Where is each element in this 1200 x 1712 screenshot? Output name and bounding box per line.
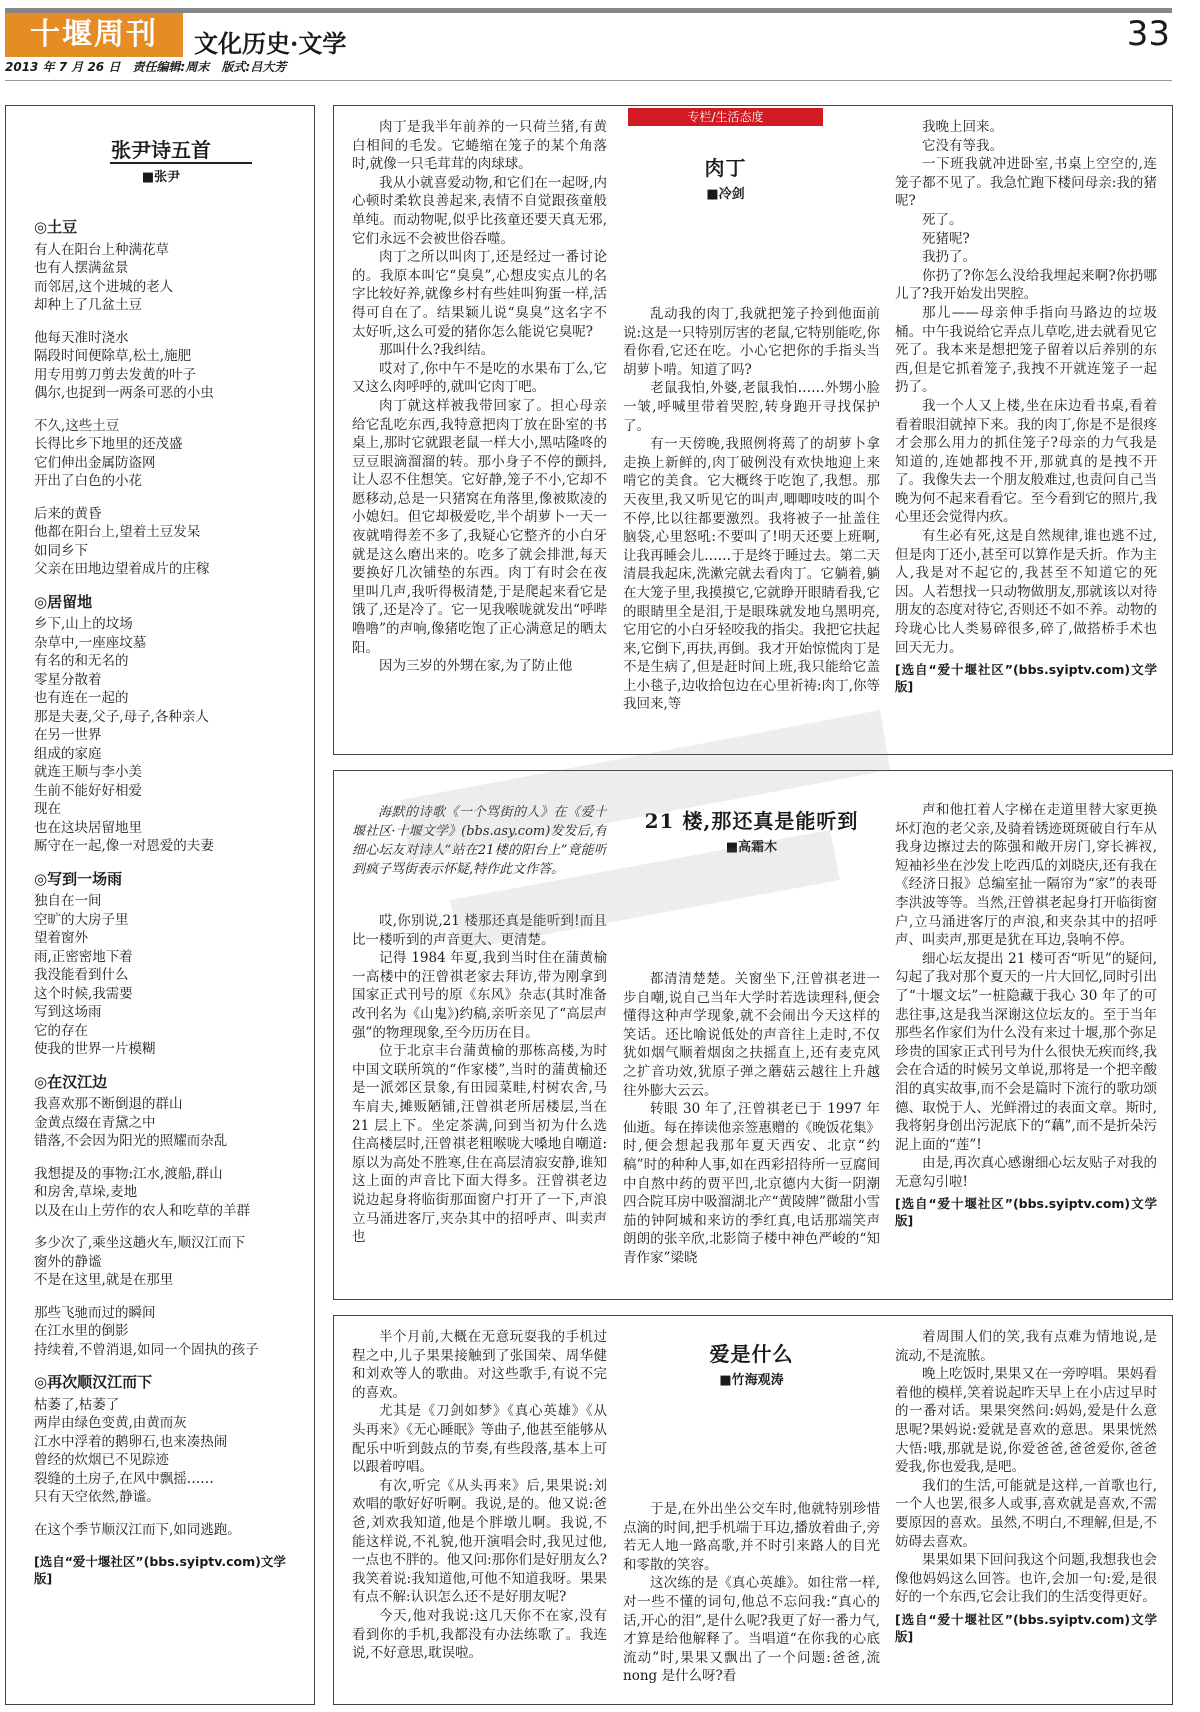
designer-credit: 版式:吕大芳 (221, 60, 287, 74)
poem-stanza (34, 1234, 304, 1290)
poem-stanza (34, 1521, 304, 1540)
poem-line: 以及在山上劳作的农人和吃草的羊群 (34, 1202, 250, 1219)
masthead-bottom-rule (5, 80, 1172, 81)
poem-stanza (34, 417, 304, 491)
poem-stanza (34, 1095, 304, 1151)
poem-line: 现在 (34, 801, 61, 817)
paragraph: 我晚上回来。 (922, 119, 1003, 135)
paragraph: 我扔了。 (922, 249, 976, 266)
paragraph: 晚上吃饭时,果果又在一旁哼唱。果妈看着他的模样,笑着说起昨天早上在小店过早时的一番对话。果果突然问:妈妈,爱是什么意思呢?果妈说:爱就是喜欢的意思。果果恍然大悟:哦,那就是说,你爱爸爸,爸爸爱你,爸爸爱我,你也爱我,是吧。 (895, 1366, 1157, 1476)
poem-line: 只有天空依然,静谧。 (34, 1489, 160, 1505)
page-number: 33 (1126, 14, 1170, 54)
poem-title: ◎居留地 (34, 592, 93, 611)
poem-line: 在另一世界 (34, 727, 102, 743)
paragraph: 尤其是《刀剑如梦》《真心英雄》《从头再来》《无心睡眠》等曲子,他甚至能够从配乐中听到鼓点的节奏,有些段落,基本上可以跟着哼唱。 (352, 1403, 607, 1476)
poem-line: 杂草中,一座座坟墓 (34, 634, 147, 651)
issue-date: 2013 年 7 月 26 日 (5, 60, 121, 74)
poem-line: 我没能看到什么 (34, 967, 129, 983)
poem-line: 就连王顺与李小美 (34, 764, 142, 780)
paragraph: 有生必有死,这是自然规律,谁也逃不过,但是肉丁还小,甚至可以算作是夭折。作为主人,我是对不起它的,我甚至不知道它的死因。人若想找一只动物做朋友,那就该以对待朋友的态度对待它,否则还不如不养。动物的玲珑心比人类易碎很多,碎了,做搭桥手术也回天无力。 (895, 528, 1157, 656)
poem-line: 它们伸出金属防盗网 (34, 454, 156, 471)
paragraph: 于是,在外出坐公交车时,他就特别珍惜点滴的时间,把手机端于耳边,播放着曲子,旁若无人地一路高歌,并不时引来路人的目光和零散的笑容。 (623, 1501, 880, 1573)
article-source: [选自“爱十堰社区”(bbs.syiptv.com)文学版] (895, 1611, 1157, 1644)
paragraph: 今天,他对我说:这几天你不在家,没有看到你的手机,我都没有办法练歌了。我连说,不好意思,耽误啦。 (352, 1607, 607, 1662)
article-source: [选自“爱十堰社区”(bbs.syiptv.com)文学版] (895, 662, 1157, 695)
floor21-author: ■高霜木 (725, 840, 778, 855)
poem-line: 那些飞驰而过的瞬间 (34, 1304, 156, 1321)
paragraph: 一下班我就冲进卧室,书桌上空空的,连笼子都不见了。我急忙跑下楼问母亲:我的猪呢? (895, 156, 1157, 210)
paragraph: 果果如果下回问我这个问题,我想我也会像他妈妈这么回答。也许,会加一句:爱,是很好的一个东西,它会让我们的生活变得更好。 (895, 1552, 1157, 1606)
poem-line: 用专用剪刀剪去发黄的叶子 (34, 366, 196, 383)
poem-stanza (34, 241, 304, 315)
editor-credit: 责任编辑:周末 (132, 60, 210, 74)
rouding-column-2 (623, 305, 880, 745)
poem-line: 曾经的炊烟已不见踪迹 (34, 1452, 169, 1468)
poem-title: ◎在汉江边 (34, 1072, 108, 1091)
love-column-2 (623, 1500, 880, 1698)
poem-line: 如同乡下 (34, 542, 88, 559)
paragraph: 死猪呢? (922, 230, 970, 247)
paragraph: 肉丁就这样被我带回家了。担心母亲给它乱吃东西,我特意把肉丁放在卧室的书桌上,那时它就跟老鼠一样大小,黑咕隆咚的豆豆眼滴溜溜的转。那小身子不停的颤抖,让人忍不住想笑。它好静,笼子不小,它却不愿移动,总是一只猪窝在角落里,像被欺凌的小媳妇。但它却极爱吃,半个胡萝卜一天一夜就啃得差不多了,我疑心它整齐的小白牙就是这么磨出来的。吃多了就会排泄,每天要换好几次铺垫的东西。肉丁有时会在夜里叫几声,我听得极清楚,于是爬起来看它是饿了,还是冷了。它一见我喉咙就发出“呼哔噜噜”的声响,像猪吃饱了正心满意足的晒太阳。 (352, 397, 607, 656)
poem-line: 窗外的静谧 (34, 1253, 102, 1270)
paragraph: 记得 1984 年夏,我到当时住在蒲黄榆一高楼中的汪曾祺老家去拜访,带为刚拿到国家正式刊号的原《东风》杂志(其时准备改刊名为《山鬼》)约稿,亲听亲见了“高层声强”的物理现象,至今历历在目。 (352, 950, 607, 1041)
rouding-title: 肉丁 (704, 156, 747, 180)
rouding-header (628, 152, 823, 202)
paragraph: 有次,听完《从头再来》后,果果说:刘欢唱的歌好好听啊。我说,是的。他又说:爸爸,刘欢我知道,他是个胖墩儿啊。我说,不能这样说,不礼貌,他开演唱会时,我见过他,一点也不胖的。他又问:那你们是好朋友么?我笑着说:我知道他,可他不知道我呀。果果有点不解:认识怎么还不是好朋友呢? (352, 1477, 607, 1606)
poems-title: 张尹诗五首 (111, 138, 211, 162)
paragraph: 那叫什么?我纠结。 (379, 342, 495, 359)
poems-title-rule (110, 162, 252, 164)
poem-line: 组成的家庭 (34, 745, 102, 762)
poem-title: ◎土豆 (34, 218, 78, 236)
paragraph: 有一天傍晚,我照例将蔫了的胡萝卜拿走换上新鲜的,肉丁破例没有欢快地迎上来啃它的美食。它大概终于吃饱了,我想。那天夜里,我又听见它的叫声,唧唧吱吱的叫个不停,比以往都要激烈。我将被子一扯盖住脑袋,心里怒吼:不要叫了!明天还要上班啊,让我再睡会儿……于是终于睡过去。第二天清晨我起床,洗漱完就去看肉丁。它躺着,躺在大笼子里,我摸摸它,它就睁开眼睛看我,它的眼睛里全是泪,于是眼珠就发地乌黑明亮,它用它的小白牙轻咬我的指尖。我把它扶起来,它倒下,再扶,再倒。我才开始惊慌肉丁是不是生病了,但是赶时间上班,我只能给它盖上小毯子,边收拾包边在心里祈祷:肉丁,你等我回来,等 (623, 436, 880, 713)
poem-line: 江水中浮着的鹅卵石,也来凑热闹 (34, 1433, 228, 1450)
paragraph: 肉丁是我半年前养的一只荷兰猪,有黄白相间的毛发。它蜷缩在笼子的某个角落时,就像一只毛茸茸的肉球球。 (352, 119, 607, 173)
poem-line: 也有连在一起的 (34, 690, 129, 706)
floor21-title: 21 楼,那还真是能听到 (644, 809, 859, 833)
section-title: 文化历史·文学 (194, 29, 347, 58)
paragraph: 细心坛友提出 21 楼可否“听见”的疑问,勾起了我对那个夏天的一片大回忆,同时引出了“十堰文坛”一桩隐藏于我心 30 年了的可悲往事,这是我当深谢这位坛友的。至于当年那些名作家们为什么没有来过十堰,那个弥足珍贵的国家正式刊号为什么很快无疾而终,我会在合适的时候另文单说,那将是一个把辛酸泪的真实故事,而不会是篇时下流行的歌功颂德、取悦于人、光鲜滑过的表面文章。斯时,我将躬身创出污泥底下的“藕”,而不是折朵污泥上面的“莲”! (895, 950, 1157, 1153)
poem-line: 厮守在一起,像一对恩爱的夫妻 (34, 838, 214, 854)
poems-body (34, 206, 304, 1587)
floor21-column-3 (895, 801, 1157, 1296)
paragraph: 你扔了?你怎么没给我埋起来啊?你扔哪儿了?我开始发出哭腔。 (895, 267, 1157, 303)
poem-title: ◎写到一场雨 (34, 869, 123, 888)
paragraph: 我一个人又上楼,坐在床边看书桌,看着看着眼泪就掉下来。我的肉丁,你是不是很疼才会那么用力的抓住笼子?母亲的力气我是知道的,连她都拽不开,那就真的是拽不开了。我像失去一个朋友般难过,也责问自己当晚为何不起来看看它。至今看到它的照片,我心里还会觉得内疚。 (895, 397, 1157, 526)
poem-stanza (34, 615, 304, 856)
poem-line: 在这个季节顺汉江而下,如同逃跑。 (34, 1521, 241, 1538)
rouding-author: ■冷剑 (706, 187, 745, 202)
poems-source: [选自“爱十堰社区”(bbs.syiptv.com)文学版] (34, 1554, 286, 1586)
poem-line: 也在这块居留地里 (34, 819, 142, 836)
poem-stanza (34, 329, 304, 403)
paragraph: 因为三岁的外甥在家,为了防止他 (379, 658, 573, 675)
rouding-column-3 (895, 118, 1157, 748)
floor21-intro: 海默的诗歌《一个骂街的人》在《爱十堰社区·十堰文学》(bbs.asy.com)发发后,有细心坛友对诗人“站在21楼的阳台上”竟能听到疯子骂街表示怀疑,特作此文作答。 (352, 805, 607, 877)
paragraph: 半个月前,大概在无意玩耍我的手机过程之中,儿子果果接触到了张国荣、周华健和刘欢等人的歌曲。对这些歌手,有说不完的喜欢。 (352, 1329, 607, 1401)
poem-line: 写到这场雨 (34, 1004, 102, 1020)
paragraph: 哎,你别说,21 楼那还真是能听到!而且比一楼听到的声音更大、更清楚。 (352, 913, 607, 948)
love-header (623, 1338, 880, 1388)
poem-line: 两岸由绿色变黄,由黄而灰 (34, 1415, 187, 1431)
paragraph: 都清清楚楚。关窗坐下,汪曾祺老进一步自嘲,说自己当年大学时若选读理科,便会懂得这种声学现象,就不会闹出今天这样的笑话。还比喻说低处的声音往上走时,不仅犹如烟气顺着烟囱之扶摇直上,还有麦克风之扩音功效,犹原子弹之蘑菇云越往上升越往外膨大云云。 (623, 971, 880, 1099)
dateline (5, 58, 294, 75)
poem-line: 不久,这些土豆 (34, 417, 120, 434)
poem-line: 多少次了,乘坐这趟火车,顺汉江而下 (34, 1235, 246, 1251)
paragraph: 肉丁之所以叫肉丁,还是经过一番讨论的。我原本叫它“臭臭”,心想皮实点儿的名字比较好养,就像乡村有些娃叫狗蛋一样,活得可自在了。结果颖儿说“臭臭”这名字不太好听,这么可爱的猪你怎么能说它臭呢? (352, 249, 607, 340)
paragraph: 乱动我的肉丁,我就把笼子拎到他面前说:这是一只特别厉害的老鼠,它特别能吃,你看你看,它还在吃。小心它把你的手指头当胡萝卜啃。知道了吗? (623, 306, 880, 378)
poem-stanza (34, 892, 304, 1059)
poem-line: 它的存在 (34, 1022, 88, 1039)
love-title: 爱是什么 (709, 1342, 794, 1366)
floor21-column-1 (352, 912, 607, 1290)
poem-line: 使我的世界一片模糊 (34, 1041, 156, 1057)
poem-line: 长得比乡下地里的还茂盛 (34, 436, 183, 452)
poem-line: 偶尔,也捉到一两条可恶的小虫 (34, 385, 214, 401)
poem-line: 却种上了几盆土豆 (34, 297, 142, 313)
masthead-brand: 十堰周刊 (5, 13, 183, 57)
article-source: [选自“爱十堰社区”(bbs.syiptv.com)文学版] (895, 1196, 1157, 1229)
poem-line: 也有人摆满盆景 (34, 260, 129, 276)
paragraph: 我们的生活,可能就是这样,一首歌也行,一个人也罢,很多人或事,喜欢就是喜欢,不需要原因的喜欢。虽然,不明白,不理解,但是,不妨碍去喜欢。 (895, 1477, 1157, 1550)
paragraph: 声和他扛着人字梯在走道里替大家更换坏灯泡的老父亲,及骑着锈迹斑斑破自行车从我身边擦过去的陈强和敞开房门,穿长裤衩,短袖衫坐在沙发上吃西瓜的刘晓庆,还有我在《经济日报》总编室扯一隔帘为“家”的表哥李洪波等等。当然,汪曾祺老起身打开临街窗户,立马涌进客厅的声浪,和夹杂其中的招呼声、叫卖声,那更是犹在耳边,袅响不停。 (895, 802, 1157, 949)
paragraph: 它没有等我。 (922, 137, 1003, 154)
poem-line: 持续着,不曾消退,如同一个固执的孩子 (34, 1341, 259, 1358)
paragraph: 这次练的是《真心英雄》。如往常一样,对一些不懂的词句,他总不忘问我:“真心的话,开心的泪”,是什么呢?我更了好一番力气,才算是给他解释了。当唱道“在你我的心底流动”时,果果又飘出了一个问题:爸爸,流 nong 是什么呀?看 (623, 1575, 880, 1685)
poem-line: 他每天准时浇水 (34, 329, 129, 346)
love-column-3 (895, 1328, 1157, 1698)
poem-stanza (34, 1304, 304, 1360)
poem-line: 雨,正密密地下着 (34, 948, 133, 965)
poem-line: 父亲在田地边望着成片的庄稼 (34, 561, 210, 577)
poem-line: 有人在阳台上种满花草 (34, 241, 169, 258)
love-author: ■竹海观涛 (719, 1373, 784, 1388)
poem-line: 独自在一间 (34, 893, 102, 909)
paragraph: 转眼 30 年了,汪曾祺老已于 1997 年仙逝。每在捧读他亲签惠赠的《晚饭花集》时,便会想起我那年夏天西安、北京“约稿”时的种种人事,如在西彩招待所一豆腐间中自熬中药的贾平凹,北京德内大街一阴潮四合院耳房中吸溜湖北产“黄陵牌”微甜小雪茄的钟阿城和来访的季红真,电话那端笑声朗朗的张辛欣,北影筒子楼中神色严峻的“知青作家”梁晓 (623, 1101, 880, 1266)
poem-line: 开出了白色的小花 (34, 473, 142, 489)
floor21-header (623, 805, 880, 855)
poems-author: ■张尹 (141, 170, 181, 185)
poem-line: 生前不能好好相爱 (34, 782, 142, 799)
poem-line: 这个时候,我需要 (34, 985, 133, 1002)
poem-line: 和房舍,草垛,麦地 (34, 1184, 138, 1200)
poem-stanza (34, 1396, 304, 1507)
paragraph: 我从小就喜爱动物,和它们在一起呀,内心顿时柔软良善起来,表情不自觉跟孩童般单纯。而动物呢,似乎比孩童还要天真无邪,它们永远不会被世俗吞噬。 (352, 174, 607, 247)
poem-line: 不是在这里,就是在那里 (34, 1272, 174, 1288)
poem-line: 裂缝的土房子,在风中飘摇…… (34, 1470, 214, 1487)
poem-stanza (34, 505, 304, 579)
paragraph: 着周围人们的笑,我有点难为情地说,是流动,不是流脓。 (895, 1329, 1157, 1364)
poem-line: 那是夫妻,父子,母子,各种亲人 (34, 708, 209, 725)
poem-line: 而邻居,这个进城的老人 (34, 278, 174, 295)
paragraph: 位于北京丰台蒲黄榆的那栋高楼,为时中国文联所筑的“作家楼”,当时的蒲黄榆还是一派郊区景象,有田园菜畦,村树农舍,马车肩夫,摊贩陋铺,汪曾祺老所居楼层,当在 21 层上下。坐定茶满,问到当初为什么选住高楼层时,汪曾祺老粗喉咙大嗓地自嘲道:原以为高处不胜寒,住在高层清寂安静,谁知这上面的声音比下面大得多。汪曾祺老边说边起身将临街那面窗户打开了一下,声浪立马涌进客厅,夹杂其中的招呼声、叫卖声也 (352, 1043, 607, 1246)
paragraph: 哎对了,你中午不是吃的水果布丁么,它又这么肉呼呼的,就叫它肉丁吧。 (352, 360, 607, 396)
poem-line: 有名的和无名的 (34, 653, 129, 669)
poem-line: 望着窗外 (34, 930, 88, 946)
poem-line: 错落,不会因为阳光的照耀而杂乱 (34, 1133, 228, 1149)
poem-line: 在江水里的倒影 (34, 1323, 129, 1339)
poem-line: 后来的黄昏 (34, 505, 102, 522)
rouding-column-1 (352, 118, 607, 743)
love-column-1 (352, 1328, 607, 1696)
poem-line: 我想提及的事物:江水,渡船,群山 (34, 1165, 223, 1182)
poem-line: 金黄点缀在青黛之中 (34, 1114, 156, 1131)
poem-line: 他都在阳台上,望着土豆发呆 (34, 524, 201, 540)
paragraph: 老鼠我怕,外婆,老鼠我怕……外甥小脸一皱,呼喊里带着哭腔,转身跑开寻找保护了。 (623, 380, 880, 434)
paragraph: 死了。 (922, 211, 963, 228)
poem-title: ◎再次顺汉江而下 (34, 1373, 153, 1391)
poem-line: 隔段时间便除草,松土,施肥 (34, 348, 192, 364)
column-label: 专栏/生活态度 (628, 108, 823, 126)
paragraph: 由是,再次真心感谢细心坛友贴子对我的无意勾引啦! (895, 1155, 1157, 1190)
paragraph: 那儿——母亲伸手指向马路边的垃圾桶。中午我说给它弄点儿草吃,进去就看见它死了。我本来是想把笼子留着以后养别的东西,但是它抓着笼子,我拽不开就连笼子一起扔了。 (895, 304, 1157, 396)
poem-line: 枯萎了,枯萎了 (34, 1396, 120, 1413)
poem-stanza (34, 1165, 304, 1221)
poem-line: 我喜欢那不断倒退的群山 (34, 1096, 183, 1112)
poems-panel (5, 105, 315, 1705)
poem-line: 空旷的大房子里 (34, 911, 129, 928)
floor21-column-2 (623, 970, 880, 1290)
poem-line: 乡下,山上的坟场 (34, 616, 133, 632)
poem-line: 零星分散着 (34, 671, 102, 688)
